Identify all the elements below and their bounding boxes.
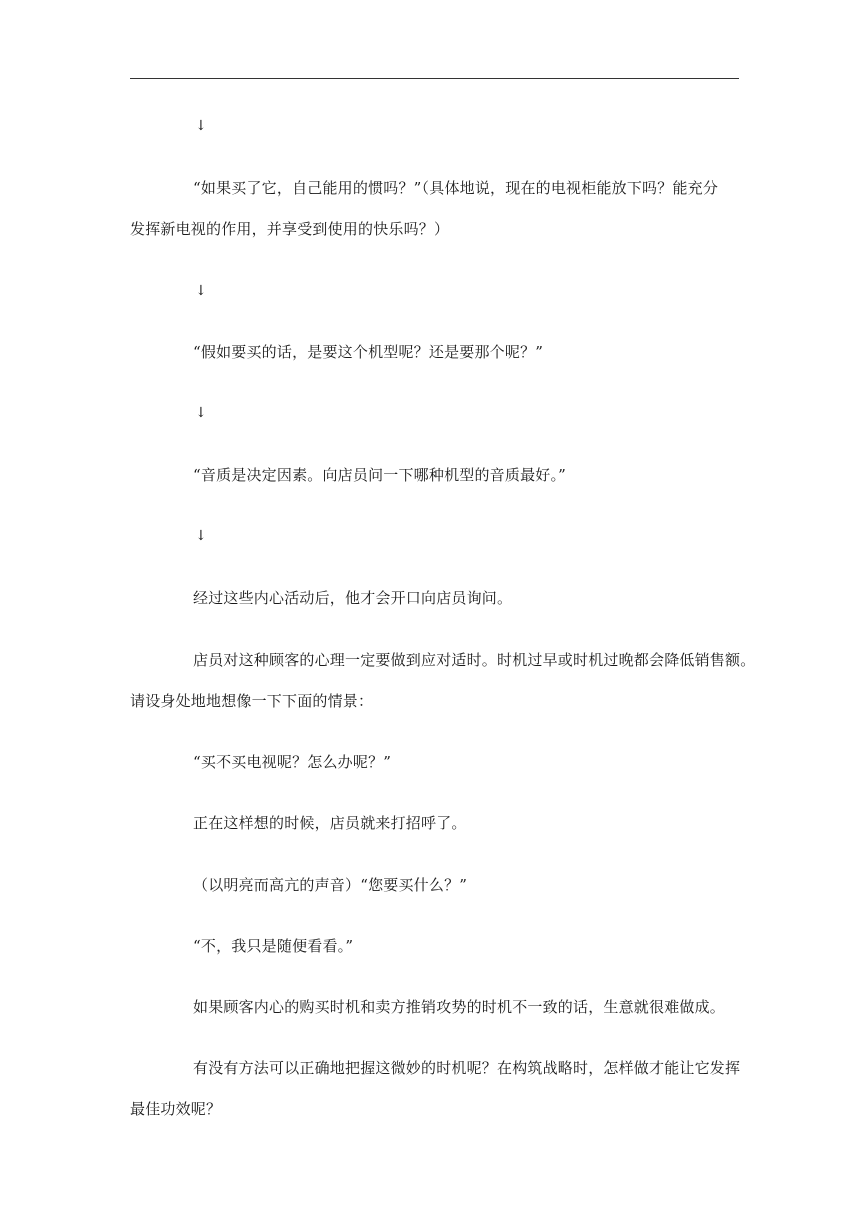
down-arrow-icon: ↓ xyxy=(195,528,207,544)
paragraph: 如果顾客内心的购买时机和卖方推销攻势的时机不一致的话，生意就很难做成。 xyxy=(193,998,726,1016)
paragraph-line: 最佳功效呢？ xyxy=(130,1100,222,1118)
paragraph: “音质是决定因素。向店员问一下哪种机型的音质最好。” xyxy=(193,466,567,484)
down-arrow-icon: ↓ xyxy=(195,405,207,421)
down-arrow-icon: ↓ xyxy=(195,283,207,299)
down-arrow-icon: ↓ xyxy=(195,118,207,134)
paragraph: 经过这些内心活动后，他才会开口向店员询问。 xyxy=(193,589,513,607)
paragraph: 正在这样想的时候，店员就来打招呼了。 xyxy=(193,814,467,832)
paragraph: “假如要买的话，是要这个机型呢？还是要那个呢？” xyxy=(193,343,544,361)
header-rule xyxy=(130,78,739,79)
paragraph-line: “如果买了它，自己能用的惯吗？”（具体地说，现在的电视柜能放下吗？能充分 xyxy=(193,179,719,197)
paragraph-line: 请设身处地地想像一下下面的情景： xyxy=(130,692,374,710)
paragraph: “买不买电视呢？怎么办呢？” xyxy=(193,753,392,771)
paragraph: （以明亮而高亢的声音）“您要买什么？” xyxy=(193,876,468,894)
paragraph-line: 发挥新电视的作用，并享受到使用的快乐吗？） xyxy=(130,220,450,238)
paragraph-line: 有没有方法可以正确地把握这微妙的时机呢？在构筑战略时，怎样做才能让它发挥 xyxy=(193,1059,741,1077)
paragraph: “不，我只是随便看看。” xyxy=(193,937,354,955)
paragraph-line: 店员对这种顾客的心理一定要做到应对适时。时机过早或时机过晚都会降低销售额。 xyxy=(193,651,756,669)
